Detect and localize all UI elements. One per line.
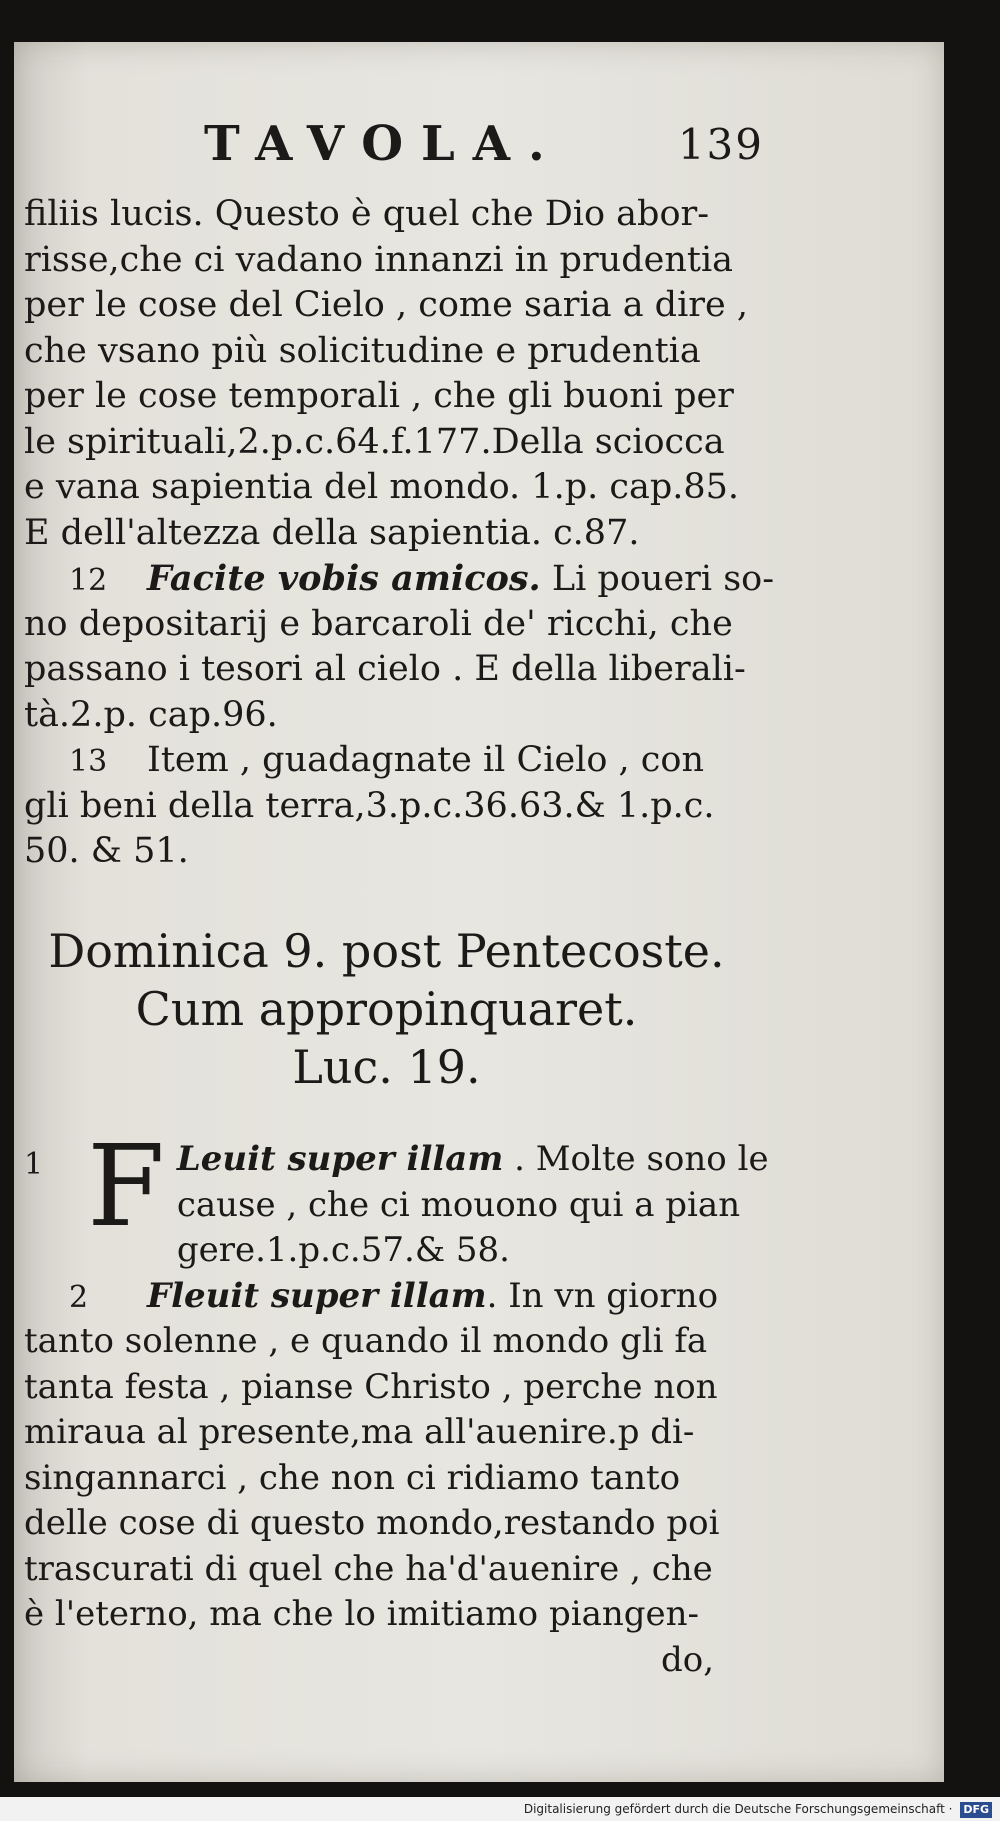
text-line: passano i tesori al cielo . E della liberali- — [24, 649, 746, 689]
text-line: singannarci , che non ci ridiamo tanto — [24, 1457, 681, 1498]
entry-text: Li poueri so- — [540, 559, 775, 599]
running-header — [204, 114, 764, 174]
latin-incipit: Fleuit super illam — [147, 1275, 487, 1316]
entry-13 — [24, 738, 749, 784]
text-line: E dell'altezza della sapientia. c.87. — [24, 512, 640, 553]
text-line: no depositarij e barcaroli de' ricchi, che — [24, 603, 733, 644]
text-line: che vsano più solicitudine e prudentia — [24, 330, 701, 371]
latin-incipit: Leuit super illam — [176, 1139, 504, 1179]
entry-text: Item , guadagnate il Cielo , con — [147, 740, 705, 780]
text-line: risse,che ci vadano innanzi in prudentia — [24, 239, 734, 280]
index-section-9 — [24, 1122, 769, 1683]
heading-line-2: Cum appropinquaret. — [135, 982, 638, 1036]
text-line: e vana sapientia del mondo. 1.p. cap.85. — [24, 467, 740, 507]
entry-text: . In vn giorno — [486, 1275, 719, 1316]
page-title: TAVOLA. — [204, 116, 563, 172]
entry-number: 1 — [24, 1147, 44, 1182]
text-line: gli beni della terra,3.p.c.36.63.& 1.p.c. — [24, 785, 715, 826]
catchword: do, — [660, 1639, 714, 1680]
text-line: per le cose temporali , che gli buoni per — [24, 376, 734, 416]
entry-number: 13 — [69, 744, 108, 779]
text-line: per le cose del Cielo , come saria a dire , — [24, 285, 748, 325]
text-line: tanta festa , pianse Christo , perche non — [24, 1366, 718, 1407]
entry-2 — [24, 1274, 749, 1320]
latin-incipit: Facite vobis amicos. — [147, 558, 541, 599]
text-line: è l'eterno, ma che lo imitiamo piangen- — [24, 1594, 700, 1634]
entry-number: 12 — [69, 563, 108, 598]
text-line: le spirituali,2.p.c.64.f.177.Della sciocca — [24, 421, 725, 462]
entry-12 — [24, 556, 775, 602]
entry-number: 2 — [69, 1279, 89, 1315]
drop-cap: F — [87, 1122, 165, 1252]
book-page — [14, 42, 944, 1782]
text-line: tanto solenne , e quando il mondo gli fa — [24, 1321, 708, 1361]
footer-credit: Digitalisierung gefördert durch die Deutsche Forschungsgemeinschaft · — [523, 1802, 953, 1816]
text-line: miraua al presente,ma all'auenire.p di- — [24, 1412, 695, 1452]
entry-text: Leuit super illam . Molte sono le — [176, 1139, 769, 1179]
index-section-8 — [24, 192, 775, 875]
section-heading — [24, 922, 749, 1096]
heading-line-3: Luc. 19. — [292, 1040, 481, 1094]
text-line: filiis lucis. Questo è quel che Dio abor- — [24, 194, 710, 234]
digitization-footer — [0, 1797, 1000, 1821]
text-line: trascurati di quel che ha'd'auenire , che — [24, 1548, 713, 1589]
text-line: gere.1.p.c.57.& 58. — [176, 1230, 510, 1270]
heading-line-1: Dominica 9. post Pentecoste. — [48, 924, 725, 978]
page-number: 139 — [677, 119, 764, 169]
text-line: delle cose di questo mondo,restando poi — [24, 1503, 720, 1543]
dfg-logo: DFG — [960, 1802, 992, 1818]
text-line: cause , che ci mouono qui a pian — [176, 1184, 741, 1225]
text-line: 50. & 51. — [24, 831, 189, 871]
text-line: tà.2.p. cap.96. — [24, 694, 278, 735]
